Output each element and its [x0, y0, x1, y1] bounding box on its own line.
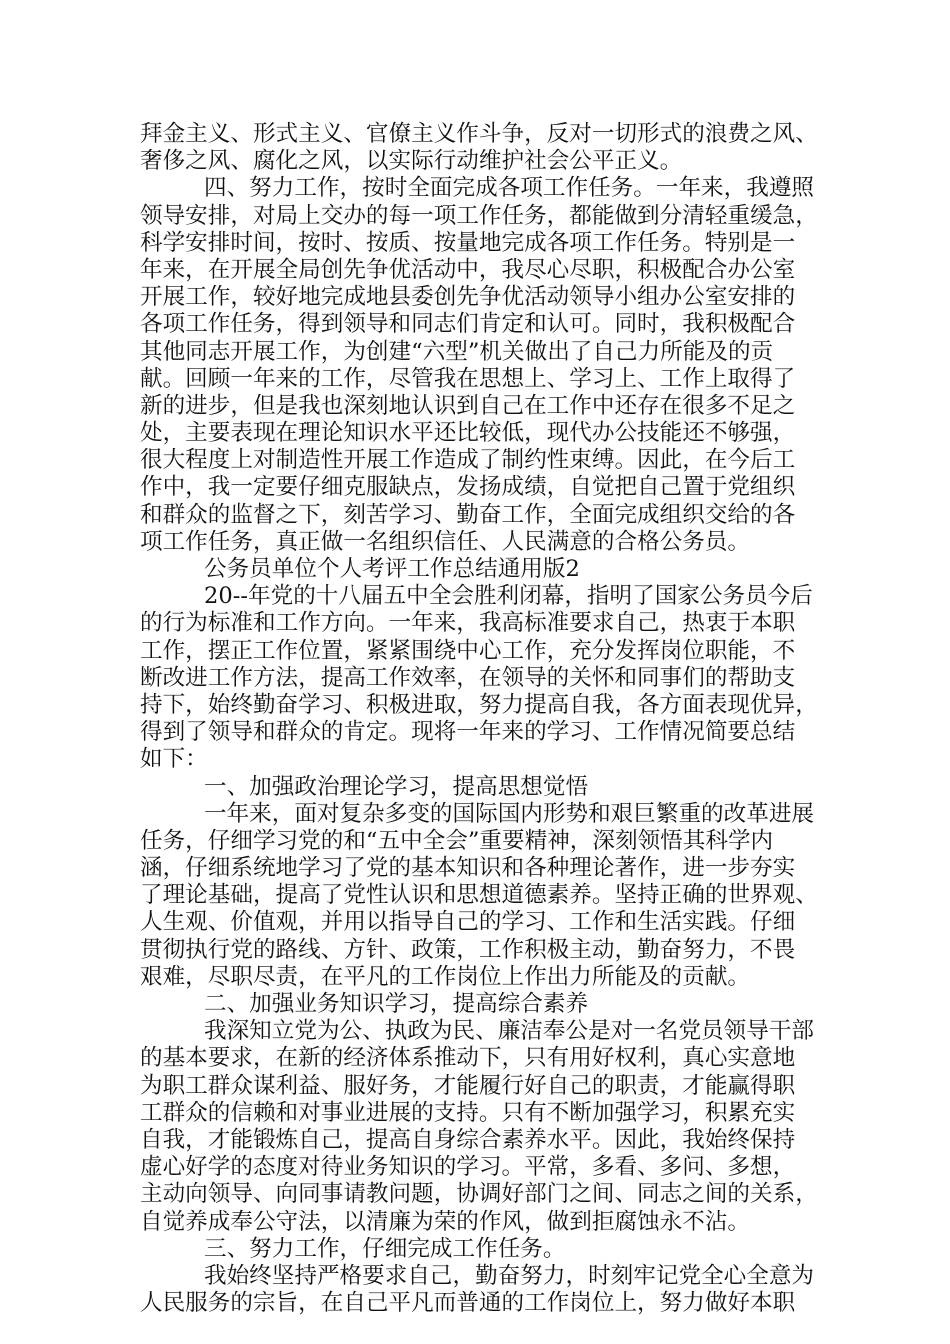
- paragraph-line: 献。回顾一年来的工作，尽管我在思想上、学习上、工作上取得了: [140, 365, 796, 392]
- paragraph-line: 人民服务的宗旨，在自己平凡而普通的工作岗位上，努力做好本职: [140, 1290, 796, 1317]
- paragraph-line-indented: 20--年党的十八届五中全会胜利闭幕，指明了国家公务员今后: [204, 583, 813, 610]
- paragraph-line: 了理论基础，提高了党性认识和思想道德素养。坚持正确的世界观、: [140, 882, 818, 909]
- paragraph-line: 年来，在开展全局创先争优活动中，我尽心尽职，积极配合办公室: [140, 256, 796, 283]
- paragraph-line: 涵，仔细系统地学习了党的基本知识和各种理论著作，进一步夯实: [140, 855, 796, 882]
- paragraph-line: 很大程度上对制造性开展工作造成了制约性束缚。因此，在今后工: [140, 447, 796, 474]
- paragraph-line: 工群众的信赖和对事业进展的支持。只有不断加强学习，积累充实: [140, 1099, 796, 1126]
- paragraph-line-indented: 四、努力工作，按时全面完成各项工作任务。一年来，我遵照: [204, 175, 815, 202]
- paragraph-line: 艰难，尽职尽责，在平凡的工作岗位上作出力所能及的贡献。: [140, 963, 751, 990]
- paragraph-line: 工作，摆正工作位置，紧紧围绕中心工作，充分发挥岗位职能，不: [140, 637, 796, 664]
- paragraph-line: 自觉养成奉公守法，以清廉为荣的作风，做到拒腐蚀永不沾。: [140, 1208, 751, 1235]
- paragraph-line: 拜金主义、形式主义、官僚主义作斗争，反对一切形式的浪费之风、: [140, 121, 818, 147]
- paragraph-line: 的行为标准和工作方向。一年来，我高标准要求自己，热衷于本职: [140, 610, 796, 637]
- paragraph-line: 开展工作，较好地完成地县委创先争优活动领导小组办公室安排的: [140, 284, 796, 311]
- paragraph-line: 其他同志开展工作，为创建“六型”机关做出了自己力所能及的贡: [140, 338, 774, 365]
- paragraph-line: 和群众的监督之下，刻苦学习、勤奋工作，全面完成组织交给的各: [140, 501, 796, 528]
- paragraph-line-indented: 公务员单位个人考评工作总结通用版2: [204, 556, 580, 582]
- paragraph-line-indented: 我始终坚持严格要求自己，勤奋努力，时刻牢记党全心全意为: [204, 1262, 815, 1289]
- paragraph-line-indented: 三、努力工作，仔细完成工作任务。: [204, 1235, 566, 1262]
- paragraph-line: 领导安排，对局上交办的每一项工作任务，都能做到分清轻重缓急，: [140, 202, 818, 229]
- paragraph-line: 奢侈之风、腐化之风，以实际行动维护社会公平正义。: [140, 148, 683, 175]
- paragraph-line-indented: 一年来，面对复杂多变的国际国内形势和艰巨繁重的改革进展: [204, 800, 815, 827]
- paragraph-line-indented: 我深知立党为公、执政为民、廉洁奉公是对一名党员领导干部: [204, 1018, 815, 1045]
- paragraph-line-indented: 二、加强业务知识学习，提高综合素养: [204, 991, 589, 1017]
- paragraph-line: 持下，始终勤奋学习、积极进取，努力提高自我，各方面表现优异，: [140, 691, 818, 718]
- paragraph-line: 各项工作任务，得到领导和同志们肯定和认可。同时，我积极配合: [140, 311, 796, 338]
- paragraph-line: 任务，仔细学习党的和“五中全会”重要精神，深刻领悟其科学内: [140, 827, 774, 854]
- paragraph-line: 主动向领导、向同事请教问题，协调好部门之间、同志之间的关系，: [140, 1181, 818, 1208]
- paragraph-line: 作中，我一定要仔细克服缺点，发扬成绩，自觉把自己置于党组织: [140, 474, 796, 501]
- paragraph-line: 的基本要求，在新的经济体系推动下，只有用好权利，真心实意地: [140, 1045, 796, 1072]
- paragraph-line-indented: 一、加强政治理论学习，提高思想觉悟: [204, 773, 589, 800]
- paragraph-line: 自我，才能锻炼自己，提高自身综合素养水平。因此，我始终保持: [140, 1126, 796, 1153]
- document-body: [140, 121, 830, 1317]
- paragraph-line: 贯彻执行党的路线、方针、政策，工作积极主动，勤奋努力，不畏: [140, 936, 796, 963]
- paragraph-line: 如下：: [140, 746, 208, 773]
- paragraph-line: 人生观、价值观，并用以指导自己的学习、工作和生活实践。仔细: [140, 909, 796, 936]
- paragraph-line: 断改进工作方法，提高工作效率，在领导的关怀和同事们的帮助支: [140, 664, 796, 691]
- paragraph-line: 虚心好学的态度对待业务知识的学习。平常，多看、多问、多想，: [140, 1154, 796, 1181]
- paragraph-line: 新的进步，但是我也深刻地认识到自己在工作中还存在很多不足之: [140, 392, 796, 419]
- paragraph-line: 科学安排时间，按时、按质、按量地完成各项工作任务。特别是一: [140, 229, 796, 256]
- paragraph-line: 处，主要表现在理论知识水平还比较低，现代办公技能还不够强，: [140, 420, 796, 447]
- paragraph-line: 得到了领导和群众的肯定。现将一年来的学习、工作情况简要总结: [140, 719, 796, 746]
- paragraph-line: 项工作任务，真正做一名组织信任、人民满意的合格公务员。: [140, 528, 751, 555]
- paragraph-line: 为职工群众谋利益、服好务，才能履行好自己的职责，才能赢得职: [140, 1072, 796, 1099]
